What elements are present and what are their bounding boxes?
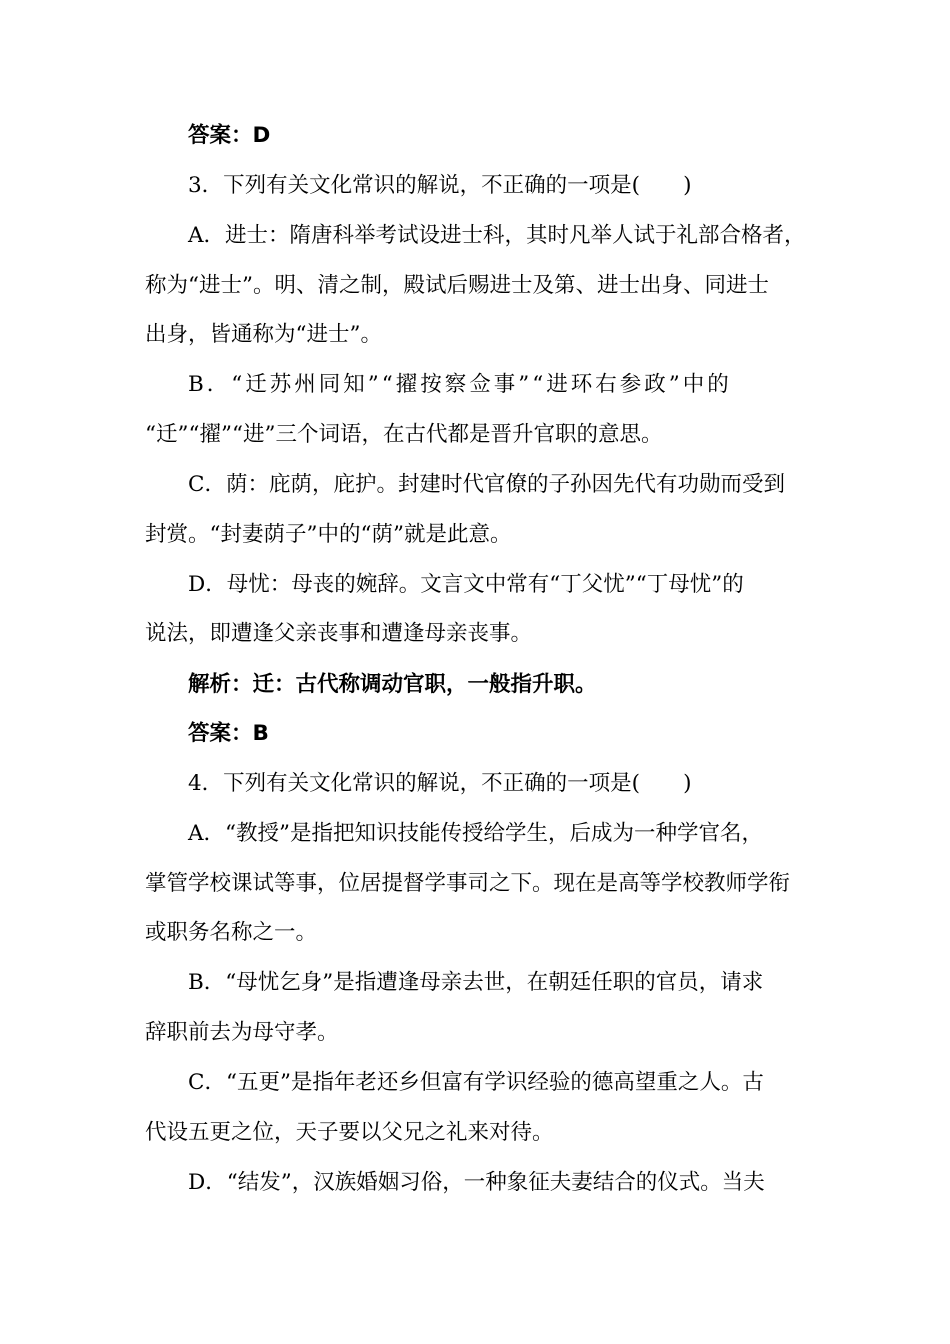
option-a-continuation: 称为“进士”。明、清之制，殿试后赐进士及第、进士出身、同进士 (145, 273, 769, 298)
answer-line: 答案：B (188, 721, 269, 746)
option-a-continuation: 掌管学校课试等事，位居提督学事司之下。现在是高等学校教师学衔 (145, 871, 791, 896)
option-b-continuation: 辞职前去为母守孝。 (145, 1020, 339, 1045)
option-d-line: D．“结发”，汉族婚姻习俗，一种象征夫妻结合的仪式。当夫 (188, 1170, 765, 1195)
option-b-line: B．“母忧乞身”是指遭逢母亲去世，在朝廷任职的官员，请求 (188, 970, 764, 995)
option-c-continuation: 代设五更之位，天子要以父兄之礼来对待。 (145, 1120, 554, 1145)
option-b-line: B．“迁苏州同知”“擢按察佥事”“进环右参政”中的 (188, 372, 732, 397)
question-4-stem: 4．下列有关文化常识的解说，不正确的一项是( ) (188, 771, 692, 796)
option-a-line: A．进士：隋唐科举考试设进士科，其时凡举人试于礼部合格者， (188, 223, 806, 248)
option-a-continuation: 出身，皆通称为“进士”。 (145, 322, 382, 347)
answer-line: 答案：D (188, 123, 271, 148)
option-a-line: A．“教授”是指把知识技能传授给学生，后成为一种学官名， (188, 821, 764, 846)
option-c-line: C．荫：庇荫，庇护。封建时代官僚的子孙因先代有功勋而受到 (188, 472, 785, 497)
option-d-continuation: 说法，即遭逢父亲丧事和遭逢母亲丧事。 (145, 621, 533, 646)
option-b-continuation: “迁”“擢”“进”三个词语，在古代都是晋升官职的意思。 (145, 422, 663, 447)
option-a-continuation: 或职务名称之一。 (145, 920, 318, 945)
option-c-line: C．“五更”是指年老还乡但富有学识经验的德高望重之人。古 (188, 1070, 764, 1095)
option-d-line: D．母忧：母丧的婉辞。文言文中常有“丁父忧”“丁母忧”的 (188, 572, 744, 597)
question-3-stem: 3．下列有关文化常识的解说，不正确的一项是( ) (188, 173, 692, 198)
option-c-continuation: 封赏。“封妻荫子”中的“荫”就是此意。 (145, 522, 512, 547)
analysis-line: 解析：迁：古代称调动官职，一般指升职。 (188, 672, 597, 697)
